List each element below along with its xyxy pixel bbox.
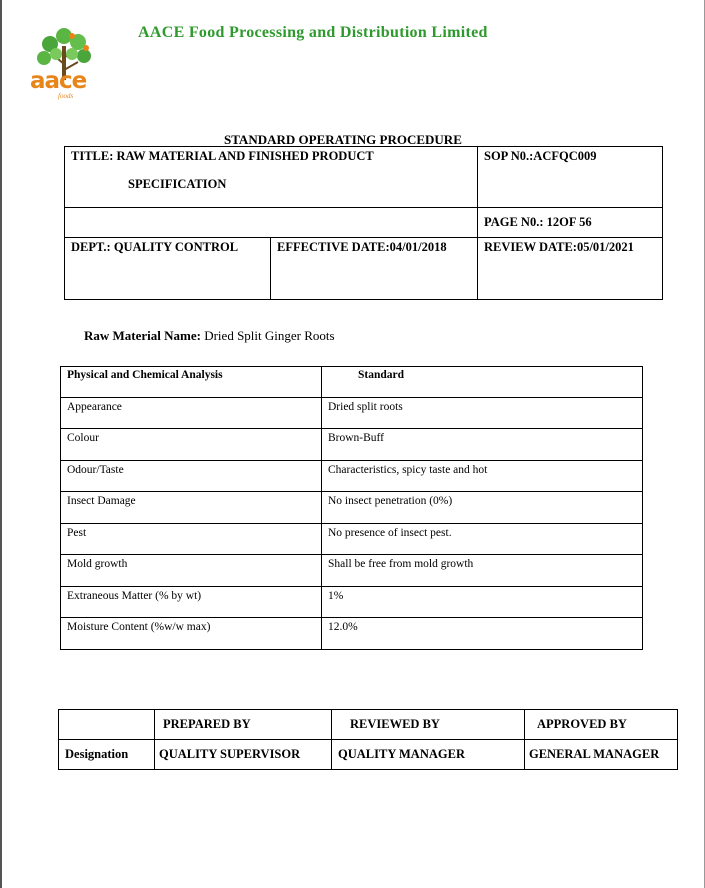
department: DEPT.: QUALITY CONTROL xyxy=(65,238,271,300)
sop-number: SOP N0.:ACFQC009 xyxy=(478,147,663,208)
parameter-cell: Insect Damage xyxy=(61,492,322,524)
review-date: REVIEW DATE:05/01/2021 xyxy=(478,238,663,300)
parameter-cell: Mold growth xyxy=(61,555,322,587)
standard-cell: 12.0% xyxy=(322,618,643,650)
company-name: AACE Food Processing and Distribution Limited xyxy=(138,24,488,41)
sop-header-table xyxy=(64,146,663,300)
title-line-2: SPECIFICATION xyxy=(128,177,227,191)
raw-material-value: Dried Split Ginger Roots xyxy=(200,328,335,343)
parameter-cell: Odour/Taste xyxy=(61,460,322,492)
parameter-cell: Appearance xyxy=(61,397,322,429)
page-edge-left xyxy=(0,0,2,888)
prepared-by-value: QUALITY SUPERVISOR xyxy=(155,740,332,770)
specification-table xyxy=(60,366,643,650)
parameter-cell: Moisture Content (%w/w max) xyxy=(61,618,322,650)
table-header-row xyxy=(59,710,678,740)
approved-by-value: GENERAL MANAGER xyxy=(525,740,678,770)
table-header-row xyxy=(61,367,643,398)
column-header: Physical and Chemical Analysis xyxy=(61,367,322,398)
standard-cell: Shall be free from mold growth xyxy=(322,555,643,587)
signoff-table xyxy=(58,709,678,770)
title-cell xyxy=(65,147,478,208)
standard-cell: 1% xyxy=(322,586,643,618)
table-row xyxy=(61,586,643,618)
table-row xyxy=(61,523,643,555)
sop-heading: STANDARD OPERATING PROCEDURE xyxy=(224,132,462,147)
designation-label: Designation xyxy=(59,740,155,770)
standard-cell: Characteristics, spicy taste and hot xyxy=(322,460,643,492)
reviewed-by-value: QUALITY MANAGER xyxy=(332,740,525,770)
table-row xyxy=(59,740,678,770)
logo-subtext: foods xyxy=(58,92,74,100)
parameter-cell: Extraneous Matter (% by wt) xyxy=(61,586,322,618)
table-row xyxy=(61,555,643,587)
column-header: Standard xyxy=(322,367,643,398)
column-header: PREPARED BY xyxy=(155,710,332,740)
column-header: APPROVED BY xyxy=(525,710,678,740)
raw-material-label: Raw Material Name: xyxy=(84,328,201,343)
table-row xyxy=(61,397,643,429)
parameter-cell: Pest xyxy=(61,523,322,555)
column-header xyxy=(59,710,155,740)
table-row xyxy=(61,460,643,492)
table-row xyxy=(61,429,643,461)
standard-cell: No presence of insect pest. xyxy=(322,523,643,555)
standard-cell: Dried split roots xyxy=(322,397,643,429)
table-row xyxy=(61,618,643,650)
standard-cell: Brown-Buff xyxy=(322,429,643,461)
column-header: REVIEWED BY xyxy=(332,710,525,740)
raw-material-name xyxy=(84,328,335,344)
parameter-cell: Colour xyxy=(61,429,322,461)
effective-date: EFFECTIVE DATE:04/01/2018 xyxy=(271,238,478,300)
standard-cell: No insect penetration (0%) xyxy=(322,492,643,524)
logo-wordmark: aace xyxy=(30,68,87,94)
page-number: PAGE N0.: 12OF 56 xyxy=(478,208,663,238)
table-row xyxy=(61,492,643,524)
title-line-1: TITLE: RAW MATERIAL AND FINISHED PRODUCT xyxy=(71,149,374,163)
